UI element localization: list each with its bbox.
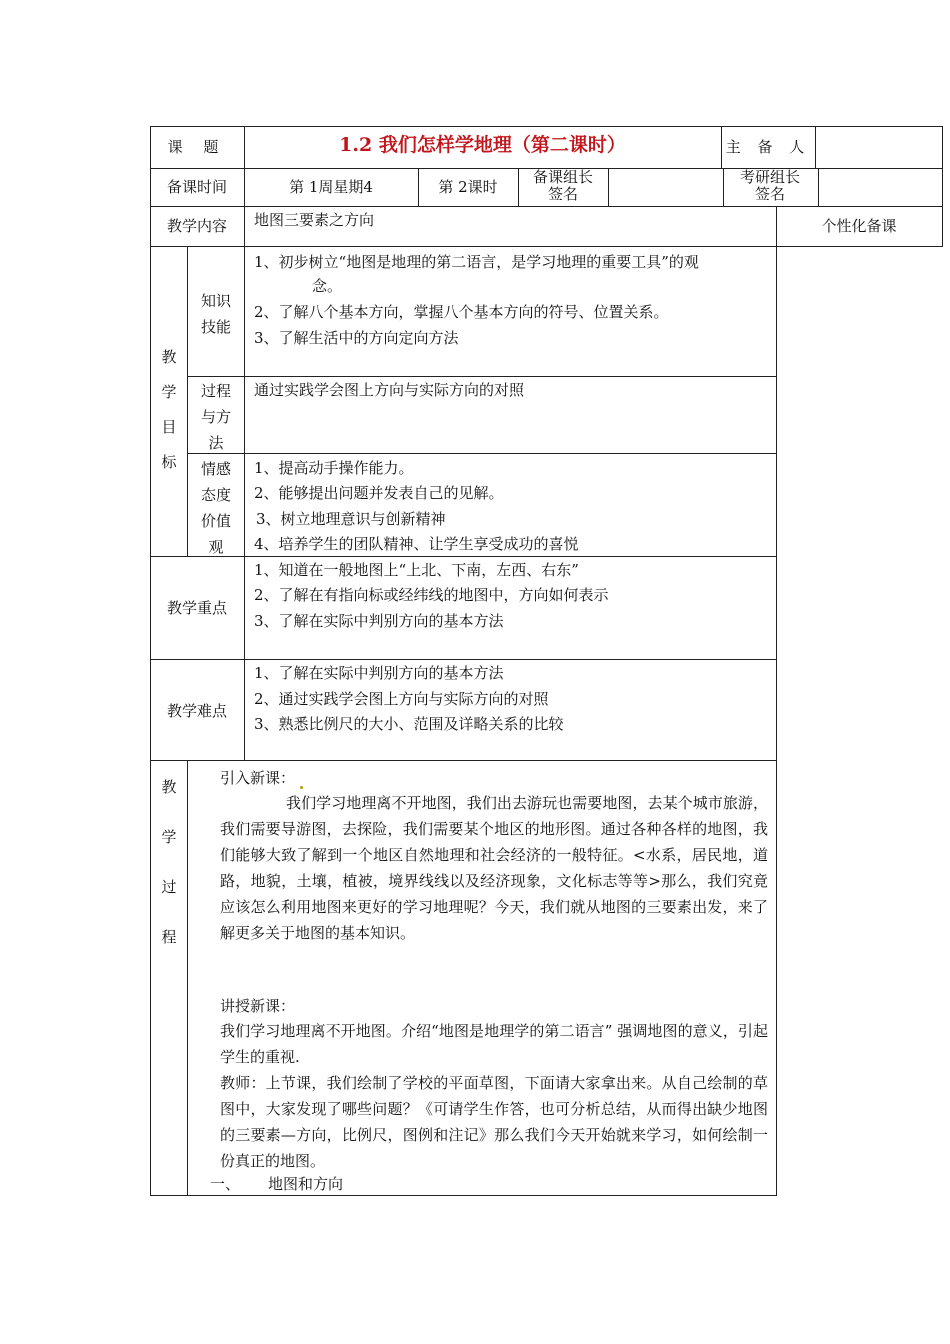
- objectives-label: 教学目标: [161, 348, 177, 471]
- difficulty-item: 1、了解在实际中判别方向的基本方法: [254, 664, 504, 682]
- prep-time-label: 备课时间: [166, 178, 227, 196]
- difficulties-label: 教学难点: [166, 702, 227, 720]
- difficulty-item: 3、熟悉比例尺的大小、范围及详略关系的比较: [254, 715, 564, 733]
- process-method-text: 通过实践学会图上方向与实际方向的对照: [254, 381, 525, 399]
- topic-label: 课 题: [167, 138, 227, 156]
- decorative-dot: [300, 786, 303, 789]
- intro-paragraph: 我们学习地理离不开地图，我们出去游玩也需要地图，去某个城市旅游，我们需要导游图，去探险，我们需要某个地区的地形图。通过各种各样的地图，我们能够大致了解到一个地区自然地理和社会经济的一般特征。<水系，居民地，道路，地貌，土壤，植被，境界线线以及经济现象，文化标志等等>那么，我们究竟应该怎么利用地图来更好的学习地理呢？今天，我们就从地图的三要素出发，来了解更多关于地图的基本知识。: [220, 794, 768, 942]
- table-rule: [150, 206, 943, 207]
- teacher-paragraph: 教师：上节课，我们绘制了学校的平面草图，下面请大家拿出来。从自己绘制的草图中，大家发现了哪些问题？《可请学生作答，也可分析总结，从而得出缺少地图的三要素—方向，比例尺，图例和注记》那么我们今天开始就来学习，如何绘制一份真正的地图。: [220, 1074, 768, 1170]
- table-rule: [187, 246, 188, 556]
- table-border-top: [150, 126, 943, 127]
- page-title: 1.2 我们怎样学地理（第二课时）: [339, 134, 626, 156]
- table-rule: [187, 760, 188, 1196]
- table-rule: [187, 376, 776, 377]
- content-label: 教学内容: [166, 217, 227, 235]
- key-point-item: 3、了解在实际中判别方向的基本方法: [254, 612, 504, 630]
- lecture-heading: 讲授新课：: [220, 997, 296, 1015]
- difficulty-item: 2、通过实践学会图上方向与实际方向的对照: [254, 690, 549, 708]
- table-border-right: [942, 126, 943, 246]
- table-rule: [187, 453, 776, 454]
- knowledge-item: 1、初步树立“地图是地理的第二语言，是学习地理的重要工具”的观: [254, 253, 699, 271]
- table-rule: [815, 126, 816, 168]
- knowledge-item: 3、了解生活中的方向定向方法: [254, 329, 459, 347]
- section-title: 地图和方向: [268, 1175, 344, 1193]
- emotion-item: 4、培养学生的团队精神、让学生享受成功的喜悦: [254, 535, 579, 553]
- process-section-label: 教学过程: [161, 778, 177, 946]
- knowledge-item: 念。: [312, 277, 343, 295]
- research-leader-sign-label: 考研组长签名: [739, 168, 800, 203]
- table-rule: [608, 168, 609, 206]
- group-leader-sign-label: 备课组长签名: [532, 168, 593, 203]
- key-point-item: 1、知道在一般地图上“上北、下南，左西、右东”: [254, 561, 579, 579]
- period-value: 第 2课时: [438, 178, 498, 196]
- content-value: 地图三要素之方向: [254, 211, 375, 229]
- preparer-label: 主 备 人: [725, 138, 811, 156]
- process-method-label: 过程与方法: [200, 382, 231, 452]
- intro-heading: 引入新课：: [220, 768, 303, 789]
- key-point-item: 2、了解在有指向标或经纬线的地图中，方向如何表示: [254, 586, 609, 604]
- table-rule: [150, 246, 943, 247]
- table-border-bottom: [150, 1195, 776, 1196]
- personal-prep-label: 个性化备课: [821, 217, 897, 235]
- week-value: 第 1周星期4: [289, 178, 373, 196]
- table-rule: [244, 246, 245, 760]
- emotion-item: 1、提高动手操作能力。: [254, 459, 414, 477]
- emotion-item: 3、树立地理意识与创新精神: [256, 510, 446, 528]
- key-points-label: 教学重点: [166, 599, 227, 617]
- table-rule: [723, 168, 724, 206]
- table-rule: [150, 760, 776, 761]
- table-border-left: [150, 126, 151, 1196]
- table-rule: [818, 168, 819, 206]
- emotion-item: 2、能够提出问题并发表自己的见解。: [254, 484, 504, 502]
- table-rule: [776, 206, 777, 1196]
- lecture-paragraph: 我们学习地理离不开地图。介绍“地图是地理学的第二语言” 强调地图的意义，引起学生的重视.: [220, 1022, 768, 1066]
- knowledge-label: 知识技能: [200, 292, 231, 336]
- emotion-label: 情感态度价值观: [200, 460, 231, 556]
- knowledge-item: 2、了解八个基本方向，掌握八个基本方向的符号、位置关系。: [254, 303, 669, 321]
- table-rule: [518, 168, 519, 206]
- section-number: 一、: [210, 1175, 241, 1193]
